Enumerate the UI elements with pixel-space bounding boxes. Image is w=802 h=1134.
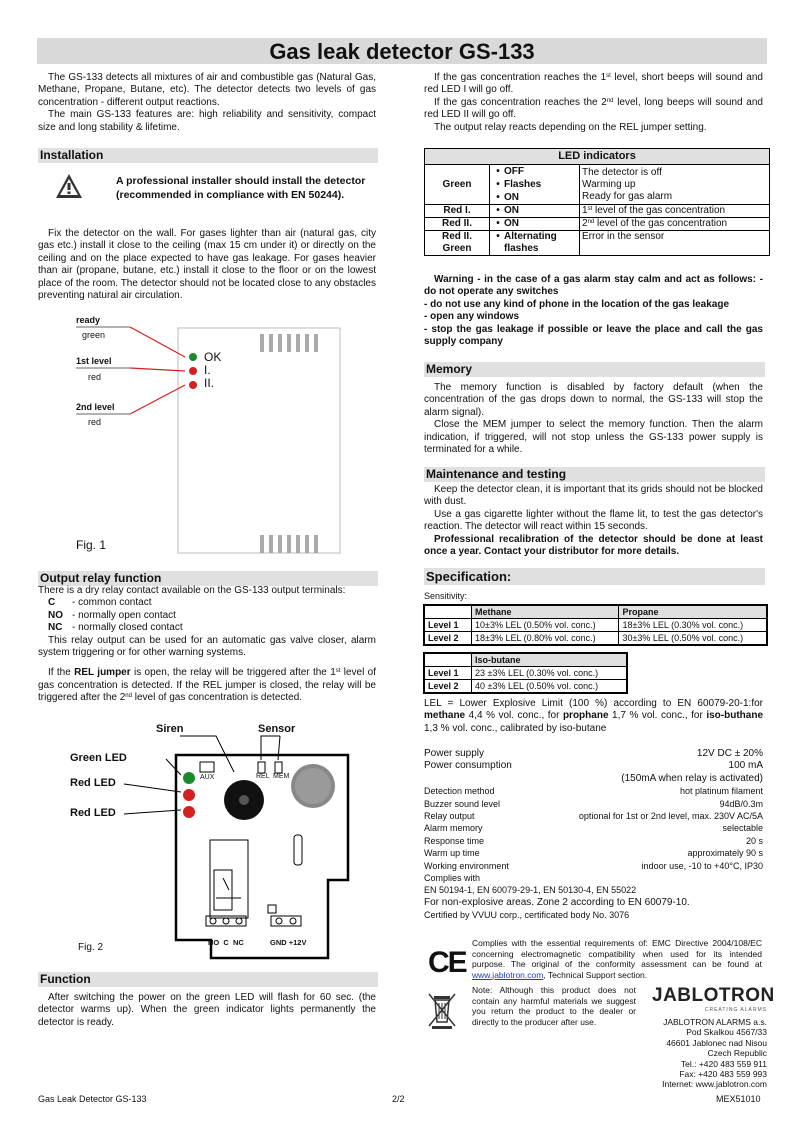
weee-bin-icon xyxy=(426,990,458,1035)
fig2-terminals-relay: NO C NC xyxy=(208,938,244,947)
led-green-states: • OFF • Flashes • ON xyxy=(490,165,580,205)
maintenance-p2: Use a gas cigarette lighter without the flame lit, to test the gas detector's reaction. The detector will react within 15 seconds. xyxy=(424,508,763,533)
table-row xyxy=(425,165,770,205)
fig2-red-led-1: Red LED xyxy=(70,777,116,789)
page-number: 2/2 xyxy=(392,1094,405,1104)
installer-warning-line1: A professional installer should install the detector xyxy=(116,175,366,187)
company-block xyxy=(652,985,775,1090)
table-row: Level 1 10±3% LEL (0.50% vol. conc.) 18±3% LEL (0.30% vol. conc.) xyxy=(424,619,767,632)
fig2-rel: REL xyxy=(256,773,270,780)
fig2-siren: Siren xyxy=(156,723,184,735)
table-row: Red II. Green • Alternating flashes Error in the sensor xyxy=(425,231,770,256)
spec-row: Response time 20 s xyxy=(424,835,763,846)
spec-list xyxy=(424,748,763,922)
fig2-mem: MEM xyxy=(273,773,290,780)
spec-row: Buzzer sound level 94dB/0.3m xyxy=(424,798,763,809)
maintenance-body xyxy=(424,484,763,558)
spec-row: (150mA when relay is activated) xyxy=(621,772,763,784)
fig1-ii: II. xyxy=(204,376,215,390)
led-green-label: Green xyxy=(425,165,490,205)
fig1-i: I. xyxy=(204,363,211,377)
isobutane-table: Iso-butane Level 1 23 ±3% LEL (0.30% vol. conc.) Level 2 40 ±3% LEL (0.50% vol. conc.) xyxy=(423,652,628,694)
company-address: JABLOTRON ALARMS a.s. Pod Skalkou 4567/33 46601 Jablonec nad Nisou Czech Republic Tel.: +420 483 559 911 Fax: +420 483 559 993 Internet: www.jablotron.com xyxy=(662,1017,767,1090)
safety-warning xyxy=(424,274,763,348)
right-intro xyxy=(424,72,763,134)
relay-intro: There is a dry relay contact available on the GS-133 output terminals: xyxy=(38,585,346,596)
relay-p2: This relay output can be used for an automatic gas valve closer, alarm system triggering or for other warning systems. xyxy=(38,634,376,659)
table-row: Level 1 23 ±3% LEL (0.30% vol. conc.) xyxy=(424,667,627,680)
relay-term: C - common contact xyxy=(48,597,152,609)
fig1-ok: OK xyxy=(204,350,222,364)
fig1-green: green xyxy=(82,330,106,340)
fig1-green-led xyxy=(189,353,197,361)
ce-text: Complies with the essential requirements of: EMC Directive 2004/108/EC concerning electromagnetic compatibility when used for its intended purpose. The original of the conformity assessment can be found at www.jablotron.com, Technical Support section. xyxy=(472,938,762,980)
spec-heading: Specification: xyxy=(424,568,765,585)
safety-warning-l2: - do not use any kind of phone in the location of the gas leakage xyxy=(424,298,730,310)
fig2-terminals-power: GND +12V xyxy=(270,938,307,947)
recycling-note: Note: Although this product does not contain any harmful materials we suggest you return the product to the dealer or directly to the producer after use. xyxy=(472,985,636,1027)
fig1-level1: 1st level xyxy=(76,356,112,366)
spec-sensitivity: Sensitivity: xyxy=(424,591,468,601)
right-intro-l2: If the gas concentration reaches the 2nd level, long beeps will sound and red LED II will go off. xyxy=(424,96,763,121)
fig2-caption: Fig. 2 xyxy=(78,942,104,953)
installation-heading: Installation xyxy=(38,148,378,163)
right-intro-l1: If the gas concentration reaches the 1st level, short beeps will sound and red LED I will go off. xyxy=(424,72,763,96)
memory-p2: Close the MEM jumper to select the memory function. Then the alarm indication, if triggered, will not stop unless the GS-133 power supply is terminated for a while. xyxy=(424,419,763,456)
safety-warning-l3: - open any windows xyxy=(424,311,520,323)
jablotron-tagline: CREATING ALARMS xyxy=(704,1007,767,1013)
figure-1 xyxy=(70,310,350,560)
fig2-red-led-2: Red LED xyxy=(70,807,116,819)
table-row: Red II. • ON 2nd level of the gas concentration xyxy=(425,218,770,231)
installer-warning xyxy=(116,175,376,202)
memory-body xyxy=(424,382,763,456)
led-table xyxy=(424,148,770,256)
spec-row: Power consumption 100 mA xyxy=(424,760,763,772)
relay-terms xyxy=(38,597,376,634)
footer-right: MEX51010 xyxy=(716,1094,761,1104)
spec-row: Warm up time approximately 90 s xyxy=(424,848,763,859)
led-table-title: LED indicators xyxy=(425,149,770,165)
installation-body: Fix the detector on the wall. For gases lighter than air (natural gas, city gas etc.) install it close to the ceiling (max 15 cm under it) or directly on the ceiling and on the place expected to have gas leakage. For gases heavier than air (propane, butane, etc.) install it close to the floor or on the lowest place of the room. The detector should not be located close to any obstacles preventing natural air circulation. xyxy=(38,228,376,302)
safety-warning-l1: Warning - in the case of a gas alarm stay calm and act as follows: - do not operate any switches xyxy=(424,274,763,298)
spec-certified: Certified by VVUU corp., certificated body No. 3076 xyxy=(424,910,630,921)
jablotron-logo: JABLOTRON xyxy=(652,985,775,1006)
spec-complies: Complies with xyxy=(424,873,481,884)
intro xyxy=(38,72,376,134)
table-row: Red I. • ON 1st level of the gas concentration xyxy=(425,205,770,218)
spec-row: Working environment indoor use, -10 to +40°C, IP30 xyxy=(424,860,763,871)
fig1-red2: red xyxy=(88,417,102,427)
warning-icon xyxy=(54,172,84,205)
led-green-desc: The detector is off Warming up Ready for gas alarm xyxy=(580,165,770,205)
relay-heading: Output relay function xyxy=(38,571,378,586)
relay-term: NO - normally open contact xyxy=(48,609,176,621)
memory-p1: The memory function is disabled by factory default (when the concentration of the gas drops down to normal, the GS-133 will stop the alarm signal). xyxy=(424,382,763,418)
installer-warning-line2: (recommended in compliance with EN 50244). xyxy=(116,188,345,201)
fig1-red-led-2 xyxy=(189,381,197,389)
maintenance-p1: Keep the detector clean, it is important that its grids should not be blocked with dust. xyxy=(424,484,763,508)
fig1-red1: red xyxy=(88,372,102,382)
spec-row: Relay output optional for 1st or 2nd level, max. 230V AC/5A xyxy=(424,811,763,822)
maintenance-p3: Professional recalibration of the detector should be done at least once a year. Contact your distributor for more details. xyxy=(424,533,763,558)
table-row: Level 2 18±3% LEL (0.80% vol. conc.) 30±3% LEL (0.50% vol. conc.) xyxy=(424,632,767,646)
fig1-red-led-1 xyxy=(189,367,197,375)
relay-term: NC - normally closed contact xyxy=(48,622,183,634)
spec-standards: EN 50194-1, EN 60079-29-1, EN 50130-4, EN 55022 xyxy=(424,885,637,896)
jablotron-link[interactable]: www.jablotron.com xyxy=(472,969,544,980)
spec-non-explosive: For non-explosive areas. Zone 2 according to EN 60079-10. xyxy=(424,896,690,908)
fig2-sensor: Sensor xyxy=(258,723,296,735)
fig2-green-led: Green LED xyxy=(70,752,127,764)
function-body: After switching the power on the green LED will flash for 60 sec. (the detector warms up). When the green indicator lights permanently the detector is ready. xyxy=(38,992,376,1028)
memory-heading: Memory xyxy=(424,362,765,377)
relay-section xyxy=(38,585,376,705)
sensitivity-table: Methane Propane Level 1 10±3% LEL (0.50% vol. conc.) 18±3% LEL (0.30% vol. conc.) Level 2 18±3% LEL (0.80% vol. conc.) 30±3% LEL (0.50% vol. conc.) xyxy=(423,604,768,646)
lel-definition: LEL = Lower Explosive Limit (100 %) according to EN 60079-20-1:for methane 4,4 % vol. conc., for prophane 1,7 % vol. conc., for iso-buthane 1,3 % vol. conc., calibrated by iso-butane xyxy=(424,698,764,734)
right-intro-l3: The output relay reacts depending on the REL jumper setting. xyxy=(434,121,707,133)
spec-row: Alarm memory selectable xyxy=(424,823,763,834)
fig2-aux: AUX xyxy=(200,774,215,781)
spec-row: Power supply 12V DC ± 20% xyxy=(424,748,763,759)
intro-p1: The GS-133 detects all mixtures of air and combustible gas (Natural Gas, Methane, Propane, Butane, etc). The detector detects two levels of gas concentration - different output reactions. xyxy=(38,72,376,108)
table-row: Level 2 40 ±3% LEL (0.50% vol. conc.) xyxy=(424,680,627,694)
fig1-level2: 2nd level xyxy=(76,402,115,412)
ce-mark: CE xyxy=(428,946,466,979)
fig1-ready: ready xyxy=(76,315,101,325)
maintenance-heading: Maintenance and testing xyxy=(424,467,765,482)
intro-p2: The main GS-133 features are: high reliability and sensitivity, compact size and long stability & lifetime. xyxy=(38,109,376,133)
function-heading: Function xyxy=(38,972,378,987)
fig1-caption: Fig. 1 xyxy=(76,538,107,552)
page-title: Gas leak detector GS-133 xyxy=(37,38,767,64)
safety-warning-l4: - stop the gas leakage if possible or leave the place and call the gas supply company xyxy=(424,323,763,348)
spec-row: Detection method hot platinum filament xyxy=(424,786,763,797)
relay-p3: If the REL jumper is open, the relay will be triggered after the 1st level of gas concentration is detected. If the REL jumper is closed, the relay will be triggered after the 2nd level of gas concentration is detected. xyxy=(38,667,377,704)
fig1-led-labels xyxy=(204,351,221,390)
figure-2 xyxy=(66,720,356,960)
footer-left: Gas Leak Detector GS-133 xyxy=(38,1094,147,1104)
